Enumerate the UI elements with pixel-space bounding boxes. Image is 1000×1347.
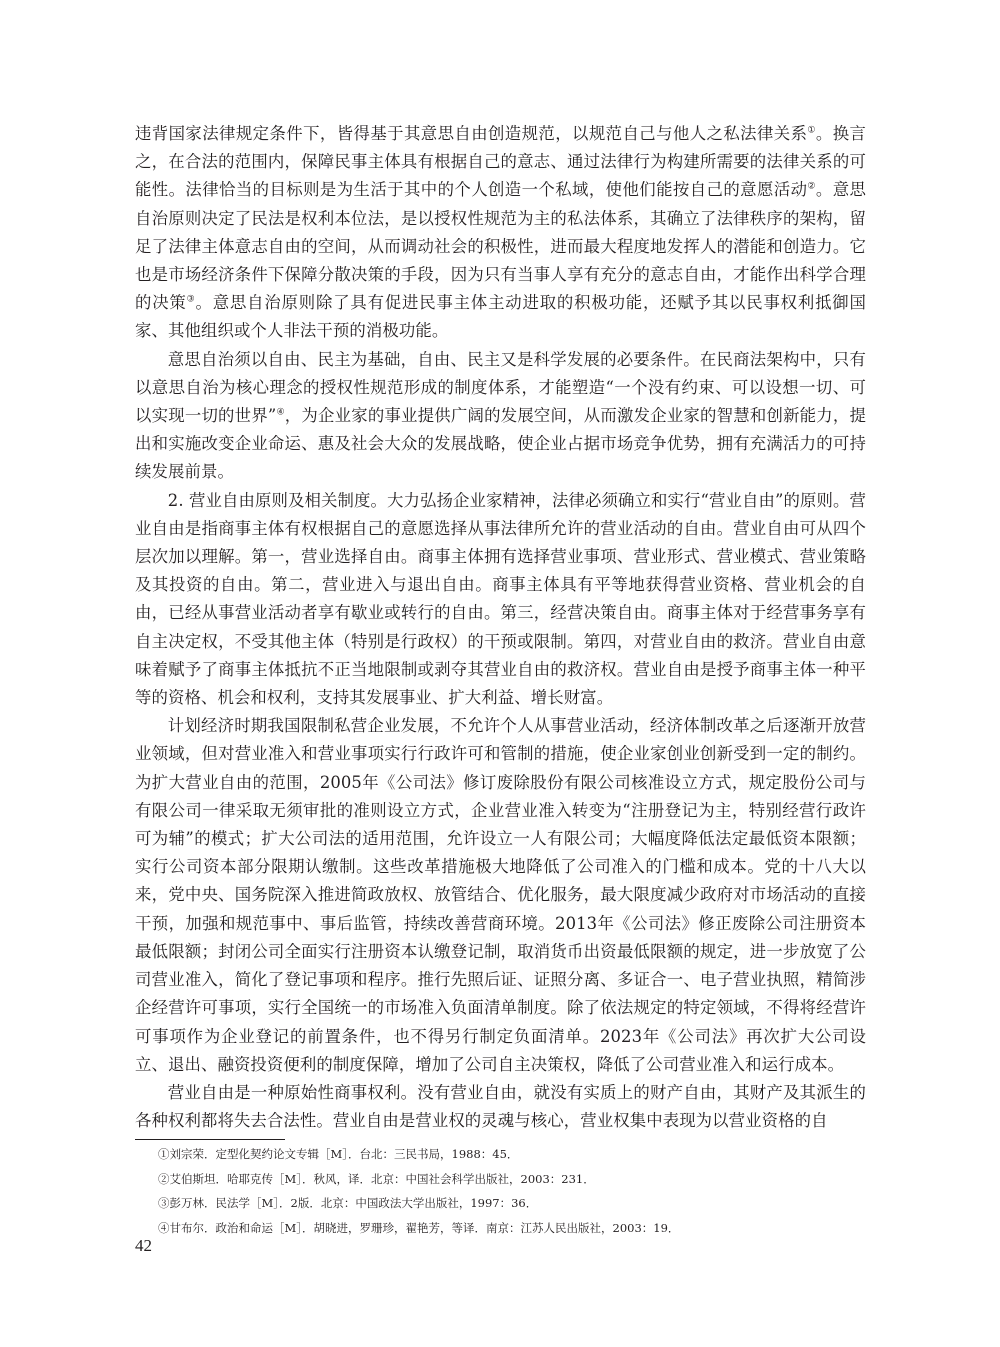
paragraph-text: ，为企业家的事业提供广阔的发展空间，从而激发企业家的智慧和创新能力，提出和实施改变企业命运、惠及社会大众的发展战略，使企业占据市场竞争优势，拥有充满活力的可持续发展前景。 xyxy=(135,406,867,482)
paragraph-text: 计划经济时期我国限制私营企业发展，不允许个人从事营业活动，经济体制改革之后逐渐开放营业领域，但对营业准入和营业事项实行行政许可和管制的措施，使企业家创业创新受到一定的制约。为扩大营业自由的范围，2005年《公司法》修订废除股份有限公司核准设立方式，规定股份公司与有限公司一律采取无须审批的准则设立方式，企业营业准入转变为“注册登记为主，特别经营行政许可为辅”的模式；扩大公司法的适用范围，允许设立一人有限公司；大幅度降低法定最低资本限额；实行公司资本部分限期认缴制。这些改革措施极大地降低了公司准入的门槛和成本。党的十八大以来，党中央、国务院深入推进简政放权、放管结合、优化服务，最大限度减少政府对市场活动的直接干预，加强和规范事中、事后监管，持续改善营商环境。2013年《公司法》修正废除公司注册资本最低限额；封闭公司全面实行注册资本认缴登记制，取消货币出资最低限额的规定，进一步放宽了公司营业准入，简化了登记事项和程序。推行先照后证、证照分离、多证合一、电子营业执照，精简涉企经营许可事项，实行全国统一的市场准入负面清单制度。除了依法规定的特定领域，不得将经营许可事项作为企业登记的前置条件，也不得另行制定负面清单。2023年《公司法》再次扩大公司设立、退出、融资投资便利的制度保障，增加了公司自主决策权，降低了公司营业准入和运行成本。 xyxy=(135,716,866,1074)
paragraph xyxy=(135,1079,866,1135)
footnote-marker: ③ xyxy=(186,294,196,305)
page-number: 42 xyxy=(135,1236,152,1255)
paragraph xyxy=(135,712,866,1079)
paragraph xyxy=(135,487,866,713)
footnote-4: ④甘布尔．政治和命运［M］．胡晓进，罗珊珍，翟艳芳，等译．南京：江苏人民出版社，2003：19． xyxy=(158,1220,680,1235)
paragraph-text: 营业自由是一种原始性商事权利。没有营业自由，就没有实质上的财产自由，其财产及其派生的各种权利都将失去合法性。营业自由是营业权的灵魂与核心，营业权集中表现为以营业资格的自 xyxy=(135,1082,866,1131)
paragraph-text: 意思自治须以自由、民主为基础，自由、民主又是科学发展的必要条件。在民商法架构中，只有以意思自治为核心理念的授权性规范形成的制度体系，才能塑造“一个没有约束、可以设想一切、可以实现一切的世界” xyxy=(135,349,866,426)
footnotes xyxy=(158,1142,866,1240)
footnote-marker: ① xyxy=(807,125,816,136)
paragraph xyxy=(135,120,866,346)
paragraph-text: 。意思自治原则除了具有促进民事主体主动进取的积极功能，还赋予其以民事权利抵御国家、其他组织或个人非法干预的消极功能。 xyxy=(135,293,866,341)
footnote-1: ①刘宗荣．定型化契约论文专辑［M］．台北：三民书局，1988：45． xyxy=(158,1147,519,1161)
body-text xyxy=(135,120,866,1135)
paragraph-text: 违背国家法律规定条件下，皆得基于其意思自由创造规范，以规范自己与他人之私法律关系 xyxy=(135,124,808,143)
footnote-3: ③彭万林．民法学［M］．2版．北京：中国政法大学出版社，1997：36． xyxy=(158,1196,538,1211)
paragraph-text: 2. 营业自由原则及相关制度。大力弘扬企业家精神，法律必须确立和实行“营业自由”的原则。营业自由是指商事主体有权根据自己的意愿选择从事法律所允许的营业活动的自由。营业自由可从四个层次加以理解。第一，营业选择自由。商事主体拥有选择营业事项、营业形式、营业模式、营业策略及其投资的自由。第二，营业进入与退出自由。商事主体具有平等地获得营业资格、营业机会的自由，已经从事营业活动者享有歇业或转行的自由。第三，经营决策自由。商事主体对于经营事务享有自主决定权，不受其他主体（特别是行政权）的干预或限制。第四，对营业自由的救济。营业自由意味着赋予了商事主体抵抗不正当地限制或剥夺其营业自由的救济权。营业自由是授予商事主体一种平等的资格、机会和权利，支持其发展事业、扩大利益、增长财富。 xyxy=(135,490,866,708)
footnote-2: ②艾伯斯坦．哈耶克传［M］．秋风，译．北京：中国社会科学出版社，2003：231． xyxy=(158,1171,595,1186)
paragraph-text: 。意思自治原则决定了民法是权利本位法，是以授权性规范为主的私法体系，其确立了法律秩序的架构，留足了法律主体意志自由的空间，从而调动社会的积极性，进而最大程度地发挥人的潜能和创造力。它也是市场经济条件下保障分散决策的手段，因为只有当事人享有充分的意志自由，才能作出科学合理的决策 xyxy=(135,180,867,313)
footnote-divider xyxy=(135,1139,285,1140)
footnote-marker: ② xyxy=(807,181,816,192)
paragraph-text: 。换言之，在合法的范围内，保障民事主体具有根据自己的意志、通过法律行为构建所需要的法律关系的可能性。法律恰当的目标则是为生活于其中的个人创造一个私域，使他们能按自己的意愿活动 xyxy=(135,124,867,200)
footnote-marker: ④ xyxy=(276,407,285,418)
paragraph xyxy=(135,346,866,487)
